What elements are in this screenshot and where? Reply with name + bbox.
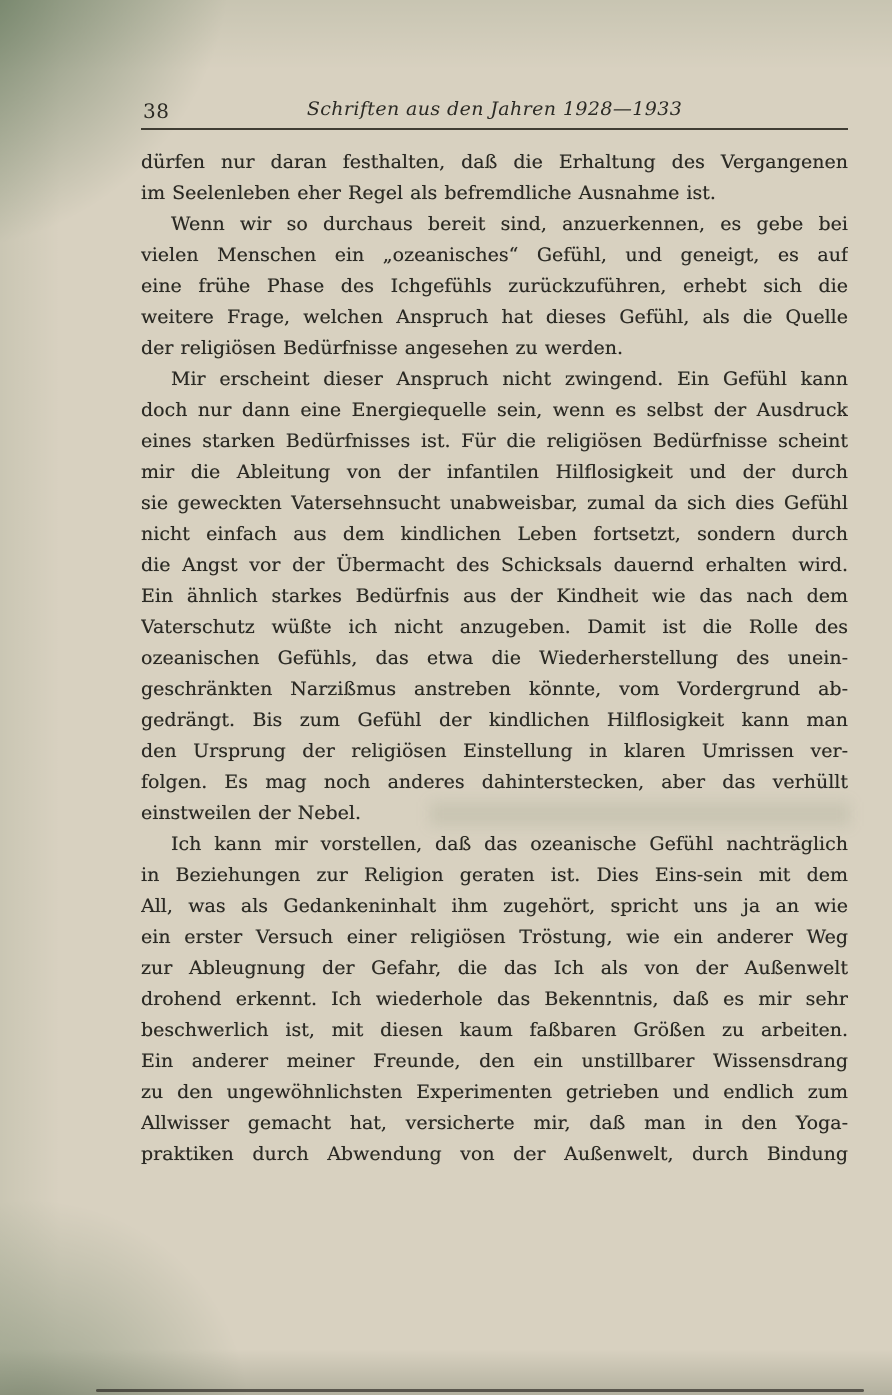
text-line: gedrängt. Bis zum Gefühl der kindlichen Hilflosigkeit kann man: [141, 709, 848, 731]
text-line: eines starken Bedürfnisses ist. Für die religiösen Bedürfnisse scheint: [141, 430, 848, 452]
text-line: beschwerlich ist, mit diesen kaum faßbaren Größen zu arbeiten.: [141, 1019, 848, 1041]
paragraph: [141, 209, 848, 364]
text-line: Ein anderer meiner Freunde, den ein unstillbarer Wissensdrang: [141, 1050, 848, 1072]
text-line: geschränkten Narzißmus anstreben könnte, vom Vordergrund ab-: [141, 678, 848, 700]
paragraph: [141, 364, 848, 829]
text-line: einstweilen der Nebel.: [141, 802, 362, 824]
text-line: der religiösen Bedürfnisse angesehen zu werden.: [141, 337, 624, 359]
text-line: All, was als Gedankeninhalt ihm zugehört, spricht uns ja an wie: [141, 895, 848, 917]
text-line: Wenn wir so durchaus bereit sind, anzuerkennen, es gebe bei: [171, 213, 848, 235]
text-line: eine frühe Phase des Ichgefühls zurückzuführen, erhebt sich die: [141, 275, 848, 297]
text-line: weitere Frage, welchen Anspruch hat dieses Gefühl, als die Quelle: [141, 306, 848, 328]
text-line: folgen. Es mag noch anderes dahinterstecken, aber das verhüllt: [141, 771, 848, 793]
text-line: Vaterschutz wüßte ich nicht anzugeben. Damit ist die Rolle des: [141, 616, 848, 638]
text-line: zur Ableugnung der Gefahr, die das Ich als von der Außenwelt: [141, 957, 848, 979]
running-title: Schriften aus den Jahren 1928—1933: [306, 98, 683, 120]
paragraph: [141, 147, 848, 209]
text-line: zu den ungewöhnlichsten Experimenten getrieben und endlich zum: [141, 1081, 848, 1103]
text-line: ozeanischen Gefühls, das etwa die Wiederherstellung des unein-: [141, 647, 848, 669]
text-line: den Ursprung der religiösen Einstellung in klaren Umrissen ver-: [141, 740, 848, 762]
header-rule: [141, 128, 848, 130]
paragraph: [141, 829, 848, 1170]
text-line: nicht einfach aus dem kindlichen Leben fortsetzt, sondern durch: [141, 523, 848, 545]
text-line: drohend erkennt. Ich wiederhole das Bekenntnis, daß es mir sehr: [141, 988, 848, 1010]
text-line: doch nur dann eine Energiequelle sein, wenn es selbst der Ausdruck: [141, 399, 848, 421]
text-line: mir die Ableitung von der infantilen Hilflosigkeit und der durch: [141, 461, 848, 483]
body-text: [141, 147, 848, 1170]
text-line: Mir erscheint dieser Anspruch nicht zwingend. Ein Gefühl kann: [171, 368, 848, 390]
page-header: [141, 98, 848, 125]
text-line: Ich kann mir vorstellen, daß das ozeanische Gefühl nachträglich: [171, 833, 848, 855]
scan-artifact-bottom-line: [96, 1389, 864, 1392]
text-line: Allwisser gemacht hat, versicherte mir, daß man in den Yoga-: [141, 1112, 848, 1134]
text-line: praktiken durch Abwendung von der Außenwelt, durch Bindung: [141, 1143, 848, 1165]
text-line: dürfen nur daran festhalten, daß die Erhaltung des Vergangenen: [141, 151, 848, 173]
text-line: die Angst vor der Übermacht des Schicksals dauernd erhalten wird.: [141, 554, 848, 576]
text-line: Ein ähnlich starkes Bedürfnis aus der Kindheit wie das nach dem: [141, 585, 848, 607]
page-number: 38: [143, 99, 170, 123]
text-line: vielen Menschen ein „ozeanisches“ Gefühl, und geneigt, es auf: [141, 244, 848, 266]
text-line: sie geweckten Vatersehnsucht unabweisbar, zumal da sich dies Gefühl: [141, 492, 848, 514]
page-content: [141, 98, 848, 1170]
text-line: im Seelenleben eher Regel als befremdliche Ausnahme ist.: [141, 182, 716, 204]
text-line: in Beziehungen zur Religion geraten ist. Dies Eins-sein mit dem: [141, 864, 848, 886]
text-line: ein erster Versuch einer religiösen Tröstung, wie ein anderer Weg: [141, 926, 848, 948]
